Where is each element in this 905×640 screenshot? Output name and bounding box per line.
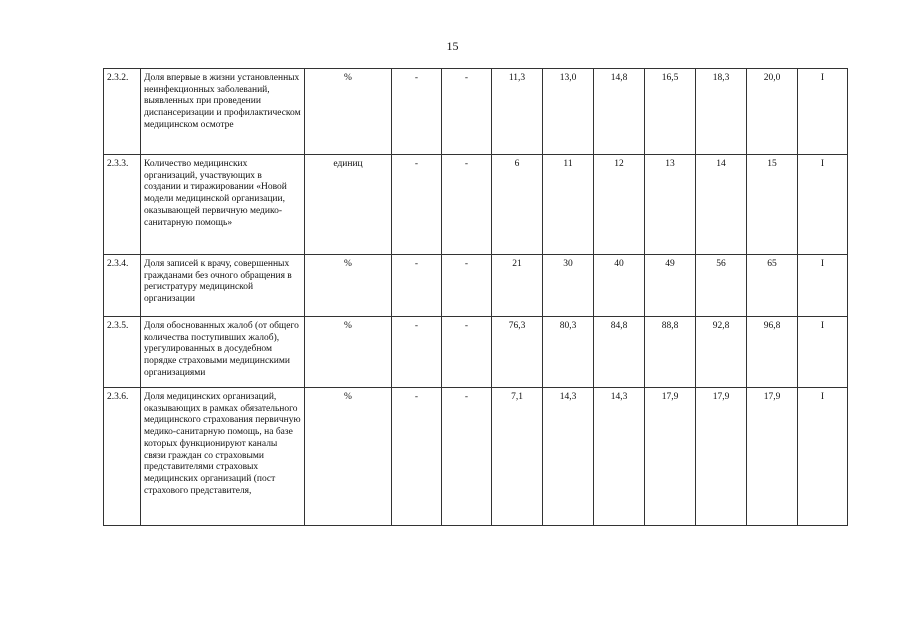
row-number: 2.3.3. [104,155,141,255]
page-number: 15 [446,39,459,53]
value-cell: 14,3 [543,388,594,526]
value-cell: 76,3 [492,317,543,388]
value-cell: 7,1 [492,388,543,526]
value-cell: 96,8 [747,317,798,388]
value-cell: 21 [492,255,543,317]
value-cell: 12 [594,155,645,255]
value-cell: 92,8 [696,317,747,388]
value-cell: - [442,388,492,526]
value-cell: 20,0 [747,69,798,155]
value-cell: 6 [492,155,543,255]
value-cell: 88,8 [645,317,696,388]
table-row [104,255,848,317]
unit-cell: % [305,69,392,155]
value-cell: - [442,317,492,388]
indicator-name: Количество медицинских организаций, участвующих в создании и тиражировании «Новой модели медицинской организации, оказывающей первичную медико-санитарную помощь» [141,155,305,255]
unit-cell: % [305,388,392,526]
value-cell: 14,3 [594,388,645,526]
unit-cell: % [305,317,392,388]
unit-cell: % [305,255,392,317]
row-number: 2.3.2. [104,69,141,155]
mark-cell: I [798,317,848,388]
value-cell: 17,9 [747,388,798,526]
value-cell: 65 [747,255,798,317]
table-row [104,155,848,255]
value-cell: - [442,69,492,155]
mark-cell: I [798,155,848,255]
mark-cell: I [798,69,848,155]
value-cell: - [392,317,442,388]
value-cell: - [392,255,442,317]
value-cell: 40 [594,255,645,317]
value-cell: 14,8 [594,69,645,155]
value-cell: - [442,255,492,317]
value-cell: 14 [696,155,747,255]
table-row [104,388,848,526]
value-cell: 13,0 [543,69,594,155]
value-cell: - [442,155,492,255]
row-number: 2.3.6. [104,388,141,526]
row-number: 2.3.4. [104,255,141,317]
indicator-name: Доля записей к врачу, совершенных гражданами без очного обращения в регистратуру медицинской организации [141,255,305,317]
value-cell: 13 [645,155,696,255]
value-cell: 80,3 [543,317,594,388]
indicator-name: Доля обоснованных жалоб (от общего количества поступивших жалоб), урегулированных в досудебном порядке страховыми медицинскими организациями [141,317,305,388]
value-cell: 56 [696,255,747,317]
value-cell: 11 [543,155,594,255]
table-row [104,317,848,388]
value-cell: - [392,69,442,155]
row-number: 2.3.5. [104,317,141,388]
mark-cell: I [798,388,848,526]
value-cell: 11,3 [492,69,543,155]
value-cell: - [392,155,442,255]
value-cell: 49 [645,255,696,317]
value-cell: 17,9 [696,388,747,526]
value-cell: 30 [543,255,594,317]
indicator-name: Доля впервые в жизни установленных неинфекционных заболеваний, выявленных при проведении диспансеризации и профилактическом медицинском осмотре [141,69,305,155]
value-cell: 18,3 [696,69,747,155]
unit-cell: единиц [305,155,392,255]
value-cell: - [392,388,442,526]
indicator-name: Доля медицинских организаций, оказывающих в рамках обязательного медицинского страхования первичную медико-санитарную помощь, на базе которых функционируют каналы связи граждан со страховыми представителями страховых медицинских организаций (пост страхового представителя, [141,388,305,526]
value-cell: 84,8 [594,317,645,388]
value-cell: 17,9 [645,388,696,526]
value-cell: 16,5 [645,69,696,155]
mark-cell: I [798,255,848,317]
value-cell: 15 [747,155,798,255]
table-row [104,69,848,155]
indicators-table [103,68,848,526]
